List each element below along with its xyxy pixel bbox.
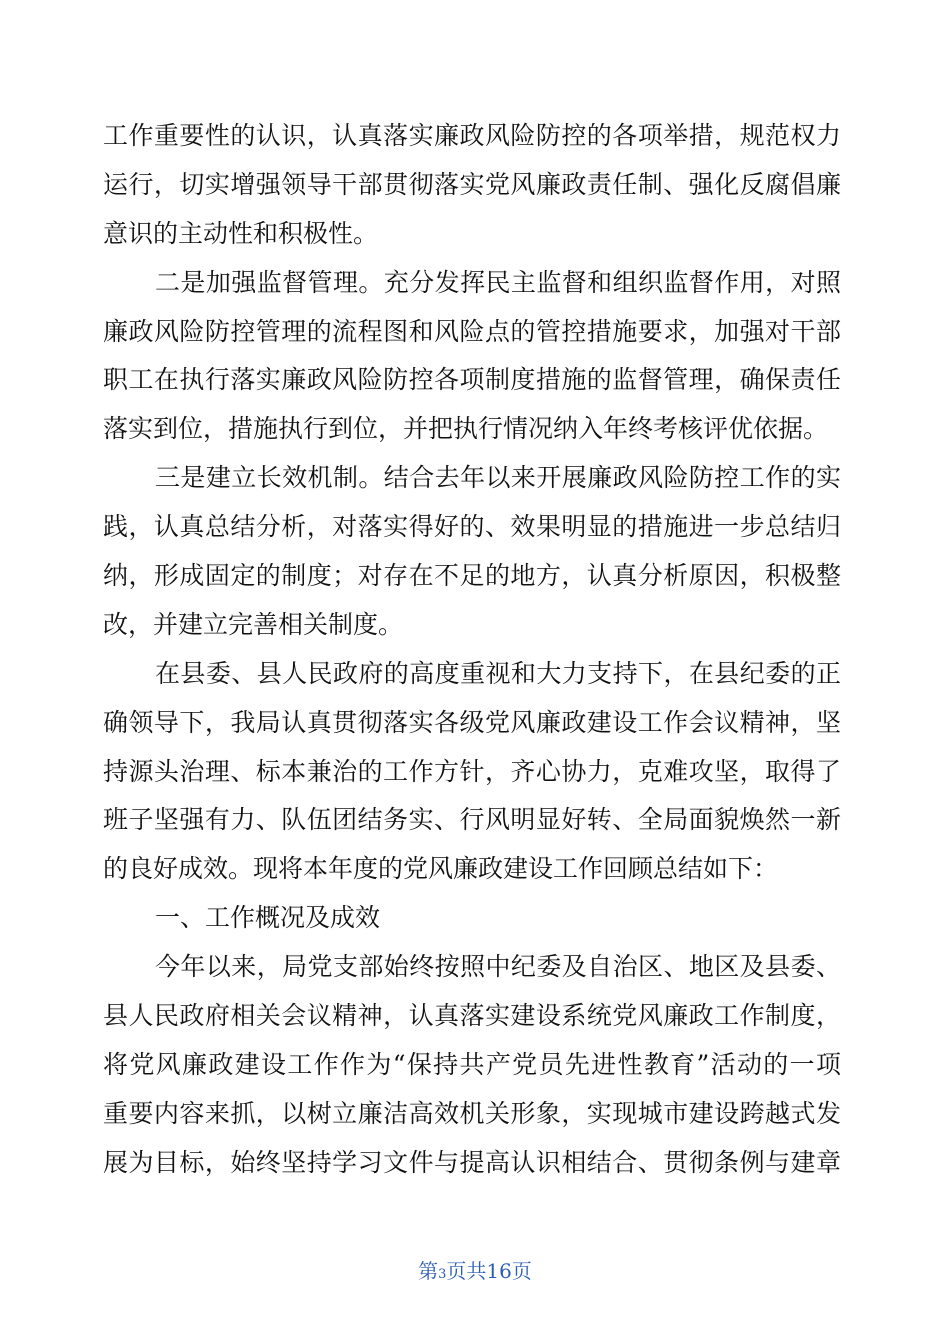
text-line: 纳，形成固定的制度；对存在不足的地方，认真分析原因，积极整: [103, 561, 841, 591]
footer-total-pages: 16: [486, 1259, 512, 1283]
page-footer: [0, 1255, 950, 1284]
text-line: 运行，切实增强领导干部贯彻落实党风廉政责任制、强化反腐倡廉: [103, 169, 841, 199]
text-line: 重要内容来抓，以树立廉洁高效机关形象，实现城市建设跨越式发: [103, 1098, 841, 1128]
text-line: 将党风廉政建设工作作为“保持共产党员先进性教育”活动的一项: [103, 1049, 841, 1079]
footer-page-number: 3: [438, 1267, 447, 1282]
text-line: 在县委、县人民政府的高度重视和大力支持下，在县纪委的正: [155, 658, 841, 688]
text-line: 三是建立长效机制。结合去年以来开展廉政风险防控工作的实: [155, 463, 841, 493]
text-line: 廉政风险防控管理的流程图和风险点的管控措施要求，加强对干部: [103, 316, 841, 346]
text-line: 落实到位，措施执行到位，并把执行情况纳入年终考核评优依据。: [103, 414, 829, 444]
footer-suffix: 页: [511, 1259, 532, 1283]
footer-prefix: 第: [418, 1259, 439, 1283]
text-line: 工作重要性的认识，认真落实廉政风险防控的各项举措，规范权力: [103, 121, 841, 150]
text-line: 职工在执行落实廉政风险防控各项制度措施的监督管理，确保责任: [103, 365, 841, 395]
text-line: 持源头治理、标本兼治的工作方针，齐心协力，克难攻坚，取得了: [103, 756, 841, 786]
text-line: 确领导下，我局认真贯彻落实各级党风廉政建设工作会议精神，坚: [103, 707, 841, 737]
text-line: 的良好成效。现将本年度的党风廉政建设工作回顾总结如下：: [103, 854, 779, 884]
text-line: 践，认真总结分析，对落实得好的、效果明显的措施进一步总结归: [103, 512, 841, 542]
text-line: 二是加强监督管理。充分发挥民主监督和组织监督作用，对照: [155, 267, 841, 297]
document-body: [103, 112, 841, 1188]
text-line: 展为目标，始终坚持学习文件与提高认识相结合、贯彻条例与建章: [103, 1147, 841, 1177]
text-line: 今年以来，局党支部始终按照中纪委及自治区、地区及县委、: [155, 952, 841, 982]
text-line: 班子坚强有力、队伍团结务实、行风明显好转、全局面貌焕然一新: [103, 805, 841, 835]
text-line: 意识的主动性和积极性。: [103, 218, 379, 248]
text-line: 改，并建立完善相关制度。: [103, 609, 404, 639]
footer-middle: 页共: [446, 1259, 487, 1283]
text-line: 县人民政府相关会议精神，认真落实建设系统党风廉政工作制度，: [103, 1001, 841, 1031]
section-heading: 一、工作概况及成效: [155, 903, 381, 933]
